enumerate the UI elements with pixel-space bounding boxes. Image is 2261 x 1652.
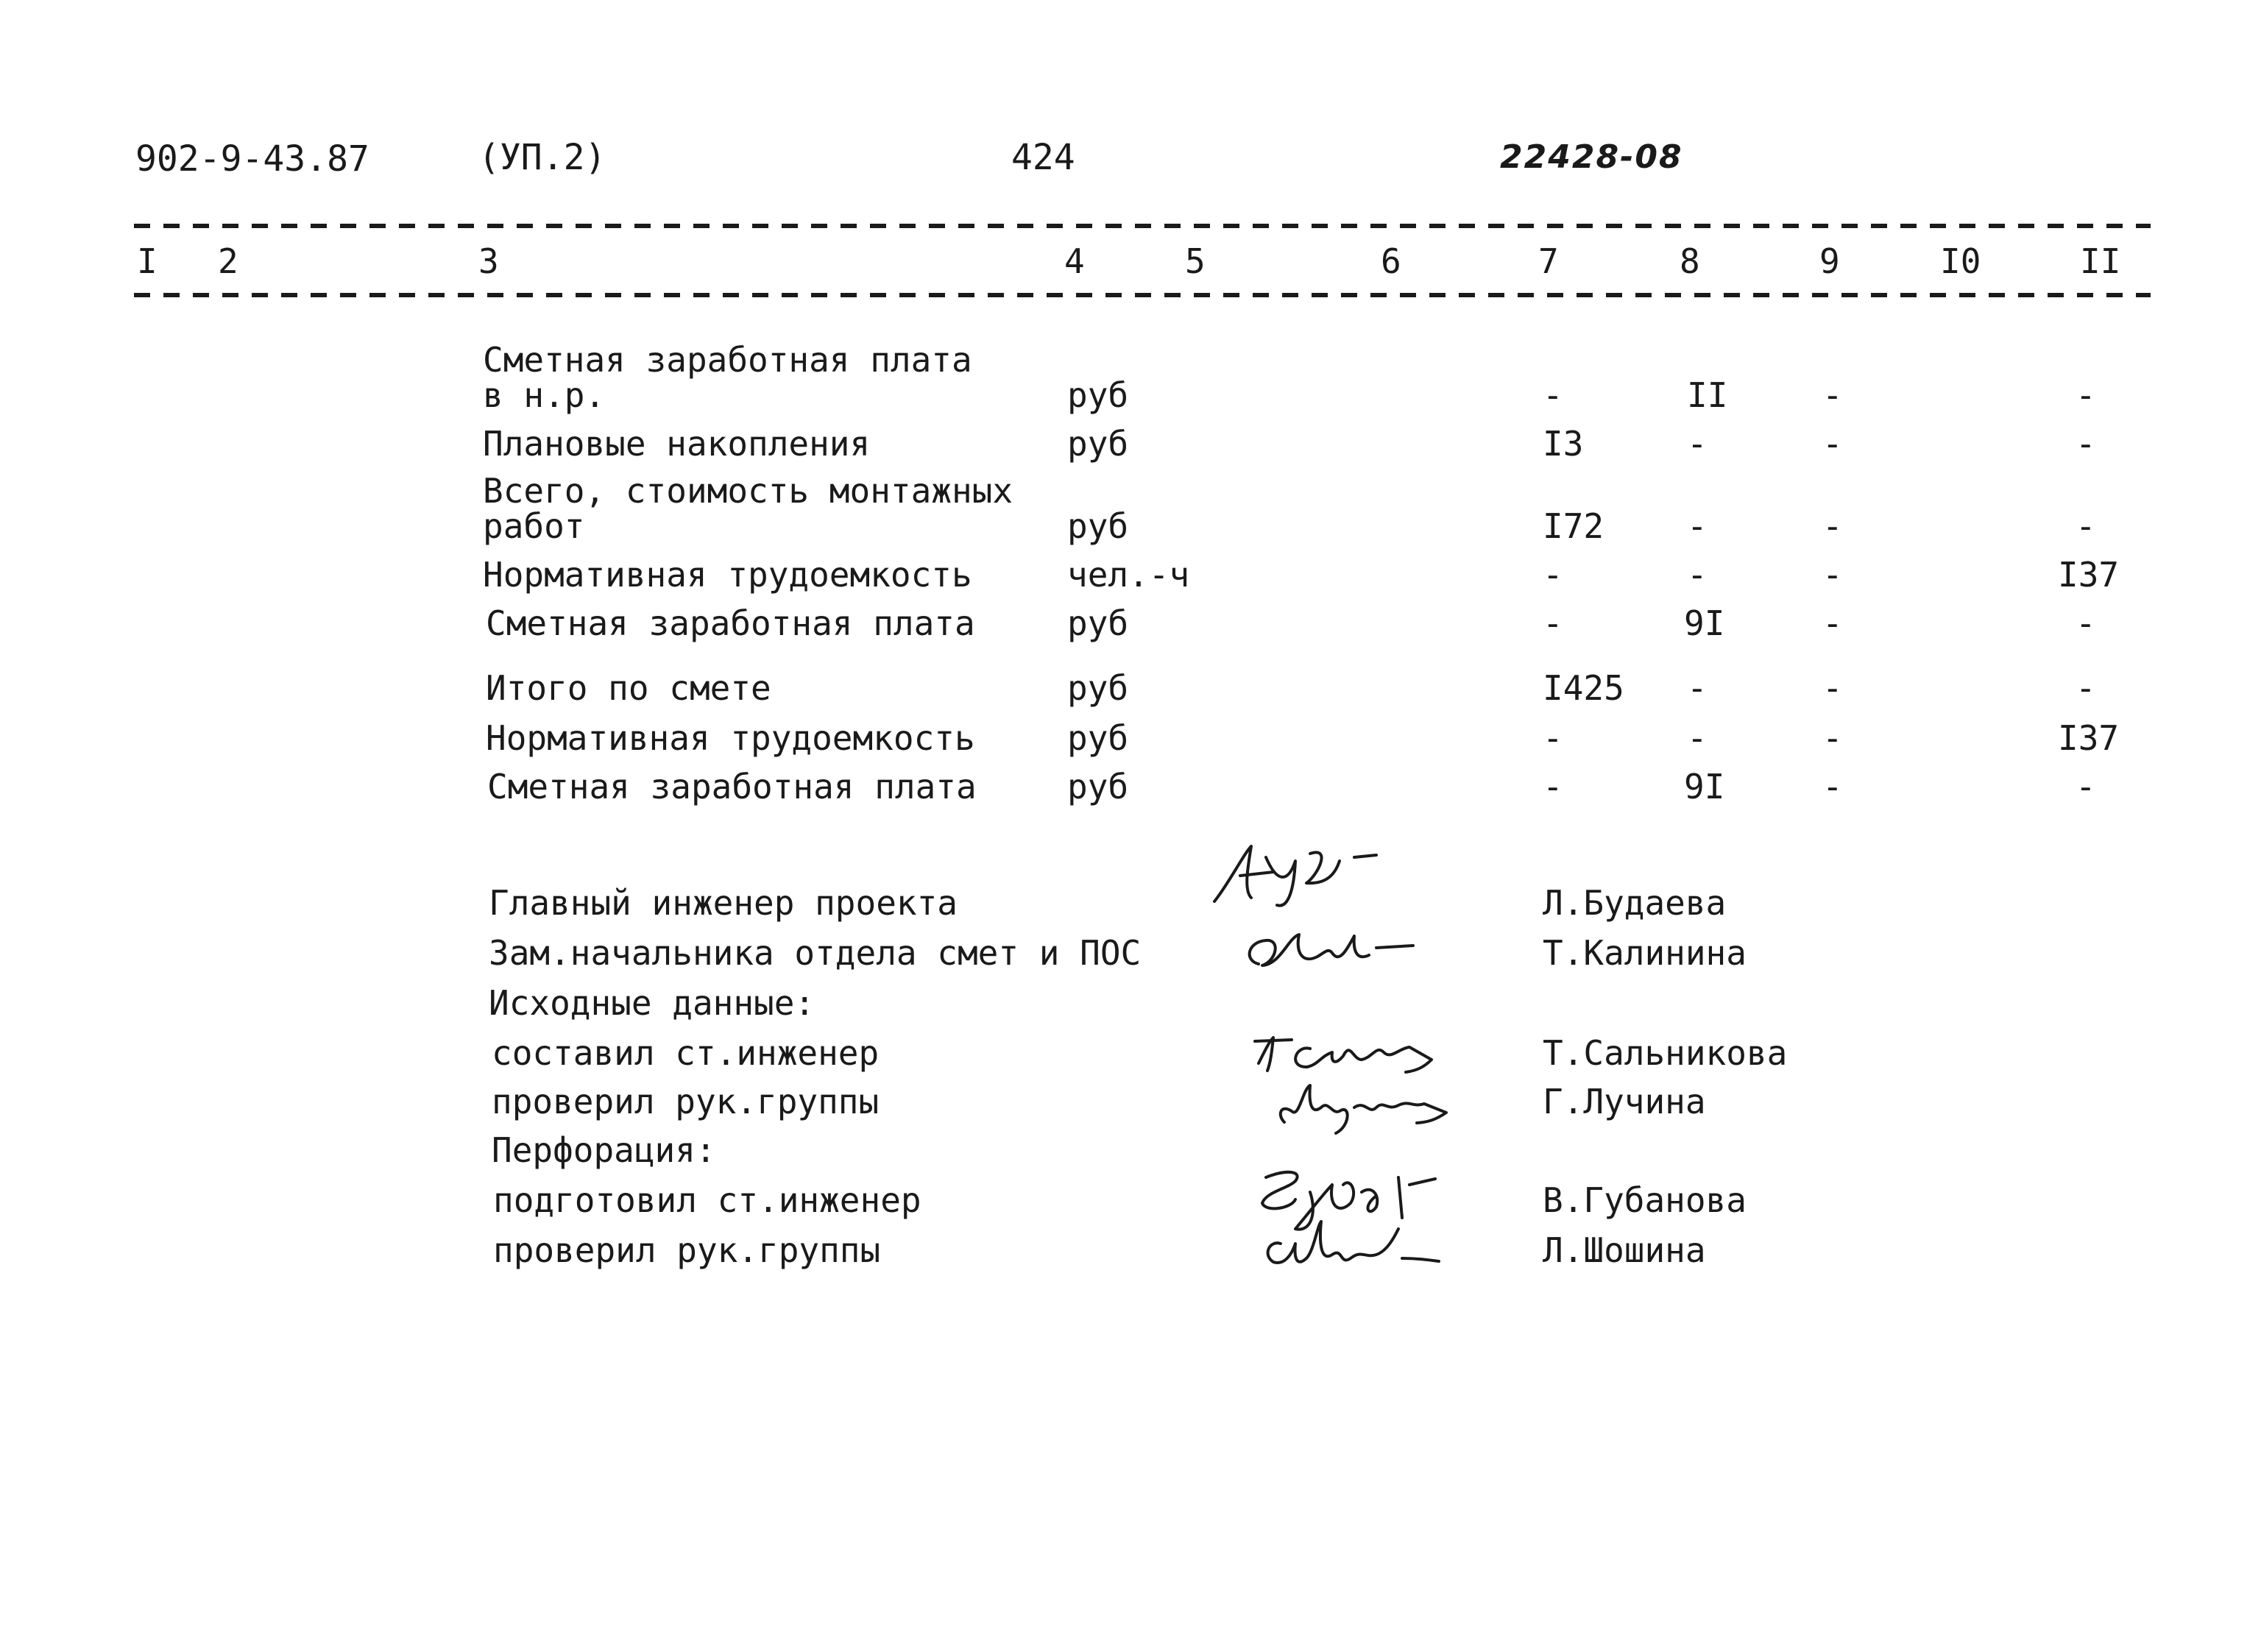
prepared-title: подготовил ст.инженер (493, 1180, 921, 1220)
prepared-name: В.Губанова (1543, 1180, 1747, 1220)
row-cell-col9: - (1822, 424, 1843, 464)
column-number: 6 (1381, 241, 1401, 281)
header-top-dashed-line (134, 224, 2151, 228)
checked-by-name: Л.Шошина (1543, 1230, 1706, 1270)
row-cell-col7: I425 (1543, 668, 1624, 708)
row-cell-col9: - (1822, 555, 1843, 595)
header-bottom-dashed-line (134, 293, 2151, 297)
column-number: I (137, 241, 158, 281)
chief-engineer-name: Л.Будаева (1543, 883, 1727, 923)
row-cell-col9: - (1822, 718, 1843, 758)
row-label: Всего, стоимость монтажных (483, 471, 1013, 511)
row-cell-col8: - (1687, 718, 1708, 758)
handwritten-signature (1207, 832, 1398, 912)
column-number: 8 (1680, 241, 1700, 281)
row-label-continuation: работ (483, 506, 585, 546)
compiled-name: Т.Сальникова (1543, 1033, 1788, 1073)
row-cell-col7: I72 (1543, 506, 1604, 546)
handwritten-signature (1266, 1074, 1465, 1141)
row-cell-col11: - (2076, 506, 2096, 546)
row-cell-col7: - (1543, 555, 1563, 595)
perforation-heading: Перфорация: (492, 1130, 716, 1170)
row-cell-col8: II (1687, 375, 1728, 415)
column-number: 3 (478, 241, 499, 281)
row-cell-col7: - (1543, 718, 1563, 758)
row-cell-col9: - (1822, 668, 1843, 708)
row-cell-col9: - (1822, 506, 1843, 546)
row-label: Нормативная трудоемкость (483, 555, 972, 595)
column-number: 4 (1064, 241, 1085, 281)
row-cell-col8: - (1687, 668, 1708, 708)
row-cell-col8: 9I (1684, 767, 1725, 806)
album-label: (УП.2) (478, 137, 606, 178)
row-cell-col11: - (2076, 767, 2096, 806)
deputy-head-name: Т.Калинина (1543, 933, 1747, 973)
inventory-number: 22428-08 (1500, 138, 1683, 176)
source-data-heading: Исходные данные: (489, 983, 815, 1023)
row-cell-col11: - (2076, 424, 2096, 464)
row-unit: чел.-ч (1067, 555, 1190, 595)
chief-engineer-title: Главный инженер проекта (489, 883, 958, 923)
row-cell-col7: I3 (1543, 424, 1584, 464)
row-label: Итого по смете (486, 668, 771, 708)
row-cell-col11: - (2076, 668, 2096, 708)
compiled-title: составил ст.инженер (492, 1033, 880, 1073)
handwritten-signature (1251, 1214, 1457, 1280)
column-number: 9 (1819, 241, 1840, 281)
handwritten-signature (1236, 920, 1428, 979)
row-label: Плановые накопления (483, 424, 871, 464)
checked-by-title: проверил рук.группы (493, 1230, 881, 1270)
row-label: Сметная заработная плата (487, 767, 977, 806)
row-cell-col11: I37 (2058, 718, 2120, 758)
column-number: 7 (1538, 241, 1559, 281)
column-number: I0 (1940, 241, 1981, 281)
row-unit: руб (1067, 506, 1129, 546)
row-unit: руб (1067, 718, 1129, 758)
row-label: Нормативная трудоемкость (486, 718, 975, 758)
row-cell-col9: - (1822, 603, 1843, 643)
row-cell-col8: 9I (1684, 603, 1725, 643)
checked-by-name: Г.Лучина (1543, 1082, 1706, 1121)
row-cell-col7: - (1543, 375, 1563, 415)
row-cell-col11: - (2076, 603, 2096, 643)
page-number: 424 (1011, 137, 1075, 178)
row-unit: руб (1067, 375, 1129, 415)
row-cell-col8: - (1687, 506, 1708, 546)
row-cell-col9: - (1822, 767, 1843, 806)
row-unit: руб (1067, 424, 1129, 464)
row-unit: руб (1067, 767, 1129, 806)
row-unit: руб (1067, 668, 1129, 708)
row-label: Сметная заработная плата (486, 603, 975, 643)
column-number: II (2080, 241, 2121, 281)
row-label-continuation: в н.р. (483, 375, 606, 415)
row-unit: руб (1067, 603, 1129, 643)
row-cell-col7: - (1543, 767, 1563, 806)
checked-by-title: проверил рук.группы (492, 1082, 880, 1121)
row-cell-col8: - (1687, 555, 1708, 595)
row-label: Сметная заработная плата (483, 340, 972, 380)
row-cell-col9: - (1822, 375, 1843, 415)
row-cell-col11: - (2076, 375, 2096, 415)
deputy-head-title: Зам.начальника отдела смет и ПОС (489, 933, 1142, 973)
column-number: 2 (218, 241, 238, 281)
row-cell-col11: I37 (2058, 555, 2120, 595)
row-cell-col8: - (1687, 424, 1708, 464)
column-number: 5 (1185, 241, 1206, 281)
document-code: 902-9-43.87 (135, 138, 369, 180)
row-cell-col7: - (1543, 603, 1563, 643)
